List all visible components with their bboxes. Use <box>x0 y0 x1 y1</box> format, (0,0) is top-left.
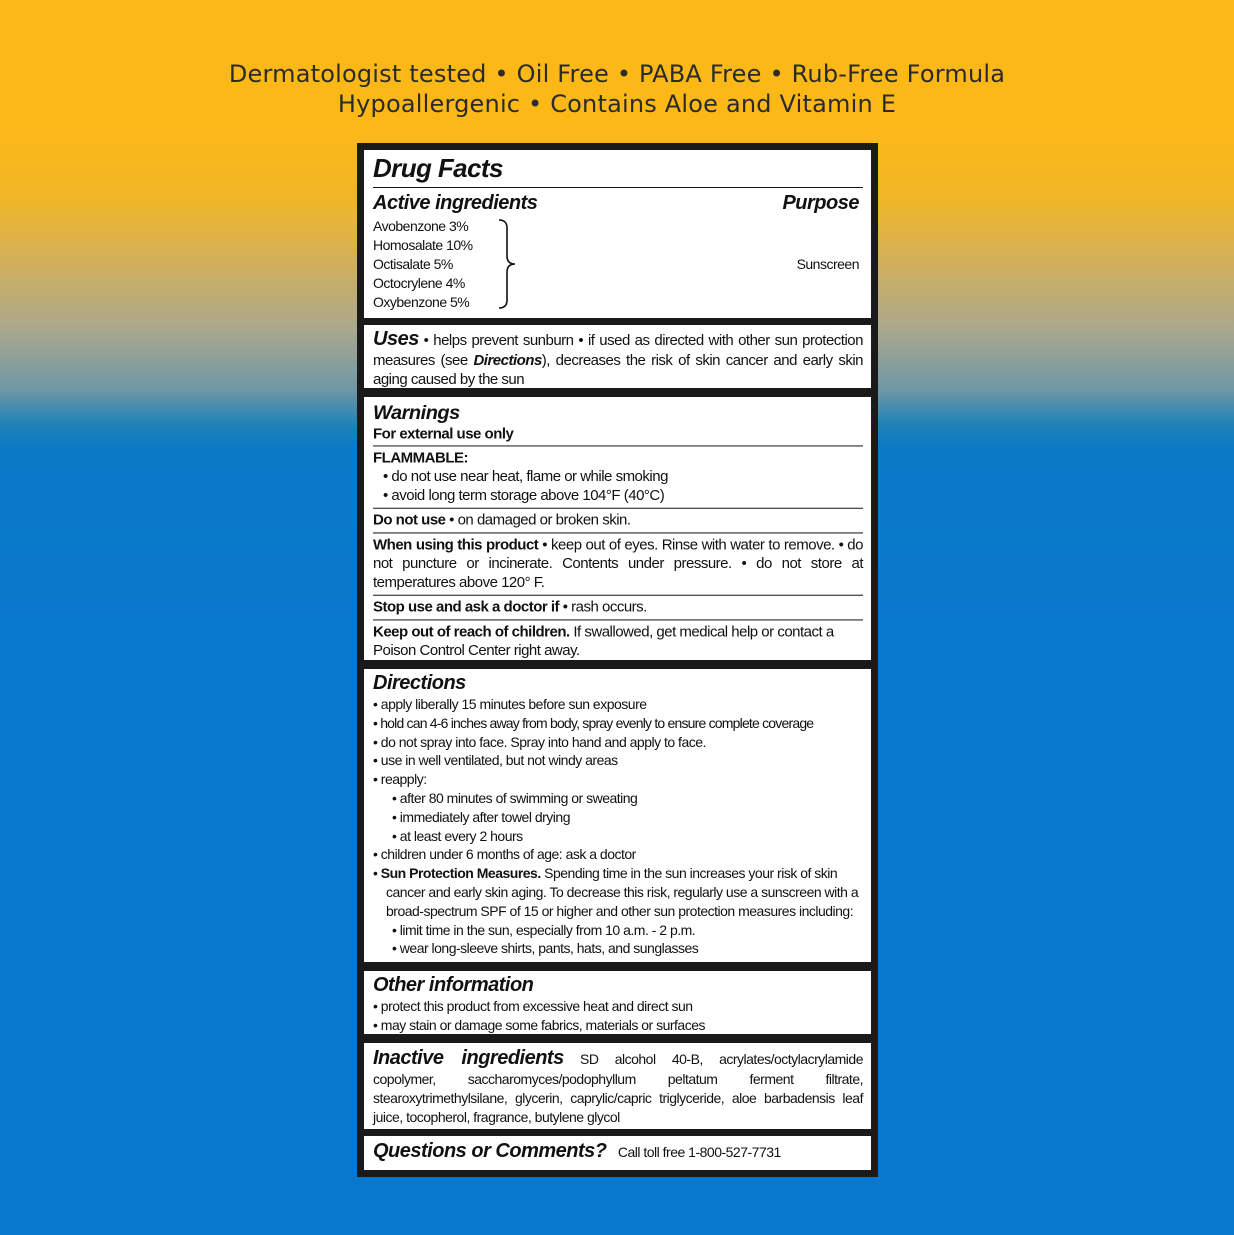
uses-text: ), decreases the risk of skin cancer and early skin aging caused by the sun <box>373 352 864 388</box>
ingredient-item: Avobenzone 3% <box>373 218 469 234</box>
flammable-item: • do not use near heat, flame or while smoking <box>383 468 668 485</box>
other-information-item: • protect this product from excessive heat and direct sun <box>373 998 693 1014</box>
flammable-item: • avoid long term storage above 104°F (40°C) <box>383 486 665 504</box>
other-information-heading: Other information <box>373 974 534 996</box>
do-not-use-line: Do not use • on damaged or broken skin. <box>373 511 631 529</box>
inactive-ingredients-text: SD alcohol 40-B, acrylates/octylacrylamide copolymer, saccharomyces/podophyllum peltatum ferment filtrate, stearoxytrimethylsilane, glycerin, caprylic/capric triglyceride, aloe barbadensis leaf juice, tocopherol, fragrance, butylene glycol <box>373 1051 863 1125</box>
keep-out-paragraph: Keep out of reach of children. If swallowed, get medical help or contact a Poison Control Center right away. <box>373 623 834 660</box>
uses-box <box>364 325 871 388</box>
directions-reference: Directions <box>473 352 542 369</box>
sun-protection-item: • wear long-sleeve shirts, pants, hats, and sunglasses <box>392 940 699 957</box>
directions-item: • hold can 4-6 inches away from body, spray evenly to ensure complete coverage <box>373 714 814 731</box>
ingredient-item: Homosalate 10% <box>373 237 473 253</box>
reapply-item: • immediately after towel drying <box>392 808 570 825</box>
other-information-box <box>364 971 871 1034</box>
directions-item: • do not spray into face. Spray into hand and apply to face. <box>373 733 706 750</box>
questions-phone-text: Call toll free 1-800-527-7731 <box>617 1144 781 1160</box>
uses-heading: Uses <box>373 328 419 350</box>
external-use-line: For external use only <box>373 425 514 443</box>
sun-protection-item: • limit time in the sun, especially from 10 a.m. - 2 p.m. <box>392 921 696 938</box>
active-ingredients-heading: Active ingredients <box>373 192 538 214</box>
directions-item: • apply liberally 15 minutes before sun exposure <box>373 696 647 712</box>
drug-facts-title: Drug Facts <box>373 153 503 183</box>
inactive-ingredients-box <box>364 1043 871 1129</box>
ingredient-list <box>373 217 473 312</box>
questions-box <box>364 1136 871 1170</box>
directions-item: • children under 6 months of age: ask a doctor <box>373 846 636 863</box>
inactive-ingredients-heading: Inactive ingredients <box>373 1047 564 1069</box>
uses-text: • helps prevent sunburn • if used as directed with other sun protection measures (see <box>373 332 863 369</box>
when-using-paragraph: When using this product • keep out of eyes. Rinse with water to remove. • do not puncture or incinerate. Contents under pressure. • do not store at temperatures above 120° F. <box>373 536 863 591</box>
drug-facts-panel <box>357 143 878 1177</box>
stop-use-line: Stop use and ask a doctor if • rash occurs. <box>373 598 647 616</box>
reapply-item: • after 80 minutes of swimming or sweating <box>392 789 638 806</box>
brace-icon <box>497 218 519 310</box>
tagline-line-1: Dermatologist tested • Oil Free • PABA Free • Rub-Free Formula <box>228 60 1006 88</box>
warnings-box <box>364 397 871 660</box>
ingredient-item: Octisalate 5% <box>373 256 453 272</box>
questions-heading: Questions or Comments? <box>373 1140 607 1162</box>
other-information-item: • may stain or damage some fabrics, materials or surfaces <box>373 1016 705 1033</box>
directions-item: • use in well ventilated, but not windy areas <box>373 752 618 769</box>
flammable-label: FLAMMABLE: <box>373 449 468 467</box>
sun-protection-paragraph: • Sun Protection Measures. Spending time in the sun increases your risk of skin cancer and early skin aging. To decrease this risk, regularly use a sunscreen with a broad-spectrum SPF of 15 or higher and other sun protection measures including: <box>373 865 859 919</box>
tagline-line-2: Hypoallergenic • Contains Aloe and Vitamin E <box>337 90 897 118</box>
purpose-heading: Purpose <box>782 192 859 214</box>
warnings-heading: Warnings <box>373 401 460 424</box>
ingredient-item: Octocrylene 4% <box>373 275 465 291</box>
directions-item: • reapply: <box>373 771 427 788</box>
directions-heading: Directions <box>373 672 466 694</box>
reapply-item: • at least every 2 hours <box>392 827 523 844</box>
directions-box <box>364 669 871 962</box>
active-ingredients-box <box>364 150 871 318</box>
purpose-value: Sunscreen <box>796 256 859 272</box>
ingredient-item: Oxybenzone 5% <box>373 294 470 310</box>
